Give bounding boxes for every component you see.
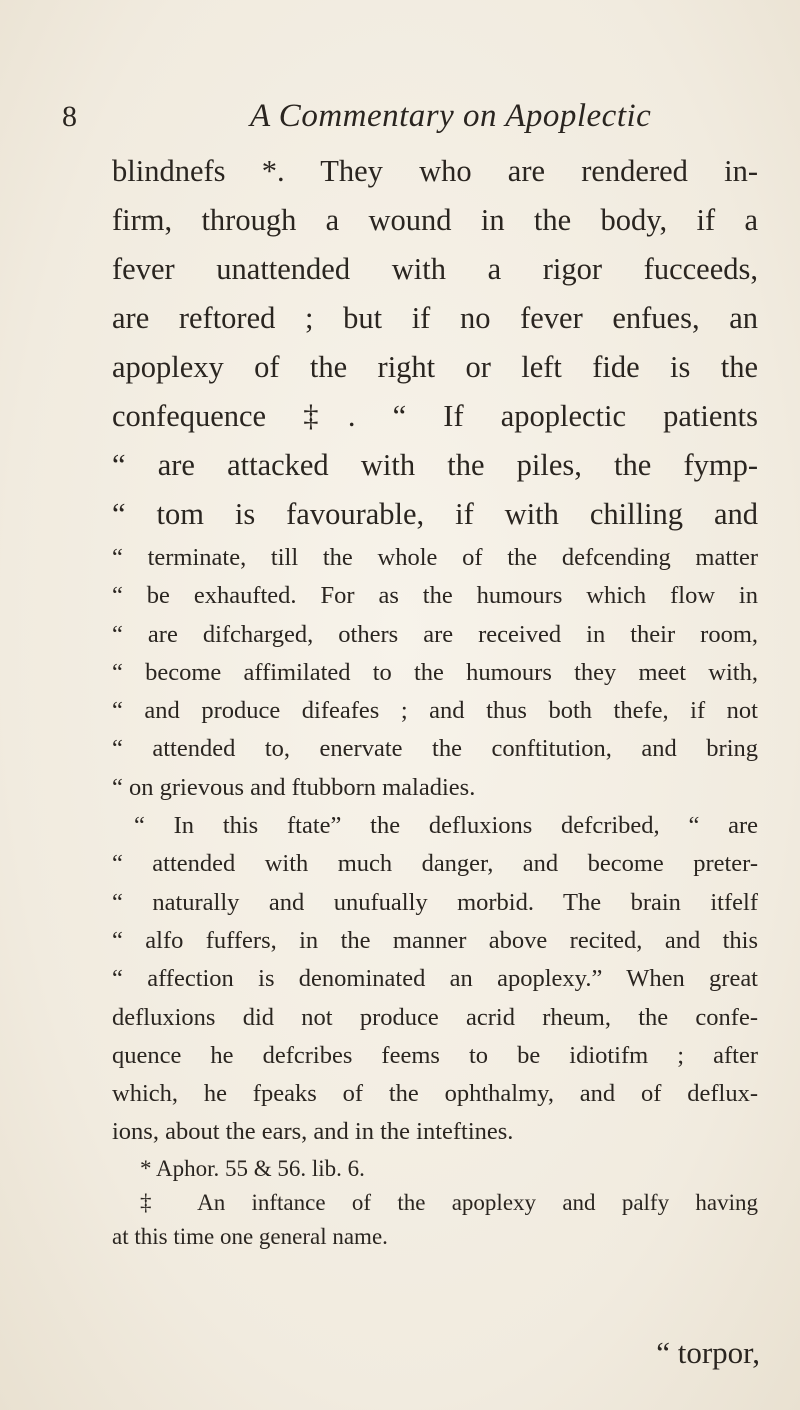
quote-line: “ attended to, enervate the conftitution, and bring [112, 735, 758, 763]
quote-line: “ alfo fuffers, in the manner above recited, and this [112, 926, 758, 954]
footnote: ‡ An inftance of the apoplexy and palfy having [140, 1189, 758, 1215]
quote-line: ions, about the ears, and in the inteftines. [112, 1118, 514, 1146]
quote-line: “ on grievous and ftubborn maladies. [112, 773, 476, 801]
quote-line: which, he fpeaks of the ophthalmy, and of deflux- [112, 1080, 758, 1108]
quote-line: “ and produce difeafes ; and thus both thefe, if not [112, 697, 758, 725]
text-line: apoplexy of the right or left fide is the [112, 350, 758, 384]
footnote: * Aphor. 55 & 56. lib. 6. [140, 1155, 365, 1181]
catchword: “ torpor, [656, 1335, 760, 1370]
text-line: confequence ‡. “ If apoplectic patients [112, 399, 758, 433]
quote-line: “ be exhaufted. For as the humours which flow in [112, 582, 758, 610]
quote-line: quence he defcribes feems to be idiotifm ; after [112, 1041, 758, 1069]
quote-line: “ are difcharged, others are received in their room, [112, 620, 758, 648]
quote-line: “ attended with much danger, and become preter- [112, 850, 758, 878]
body-text [112, 147, 760, 1370]
page-number: 8 [62, 100, 77, 133]
quote-line: “ naturally and unufually morbid. The brain itfelf [112, 888, 758, 916]
text-line: “ are attacked with the piles, the fymp- [112, 448, 758, 482]
text-line: fever unattended with a rigor fucceeds, [112, 252, 758, 286]
quote-line: “ In this ftate” the defluxions defcribed, “ are [134, 812, 758, 840]
quote-line: defluxions did not produce acrid rheum, the confe- [112, 1003, 758, 1031]
text-line: are reftored ; but if no fever enfues, an [112, 301, 758, 335]
quote-line: “ affection is denominated an apoplexy.” When great [112, 965, 758, 993]
footnote: at this time one general name. [112, 1223, 388, 1249]
quote-line: “ terminate, till the whole of the defcending matter [112, 544, 758, 571]
text-line: “ tom is favourable, if with chilling and [112, 497, 758, 531]
text-line: blindnefs *. They who are rendered in- [112, 154, 758, 188]
quote-line: “ become affimilated to the humours they meet with, [112, 658, 758, 686]
text-line: firm, through a wound in the body, if a [112, 203, 758, 237]
running-title: A Commentary on Apoplectic [250, 98, 652, 134]
